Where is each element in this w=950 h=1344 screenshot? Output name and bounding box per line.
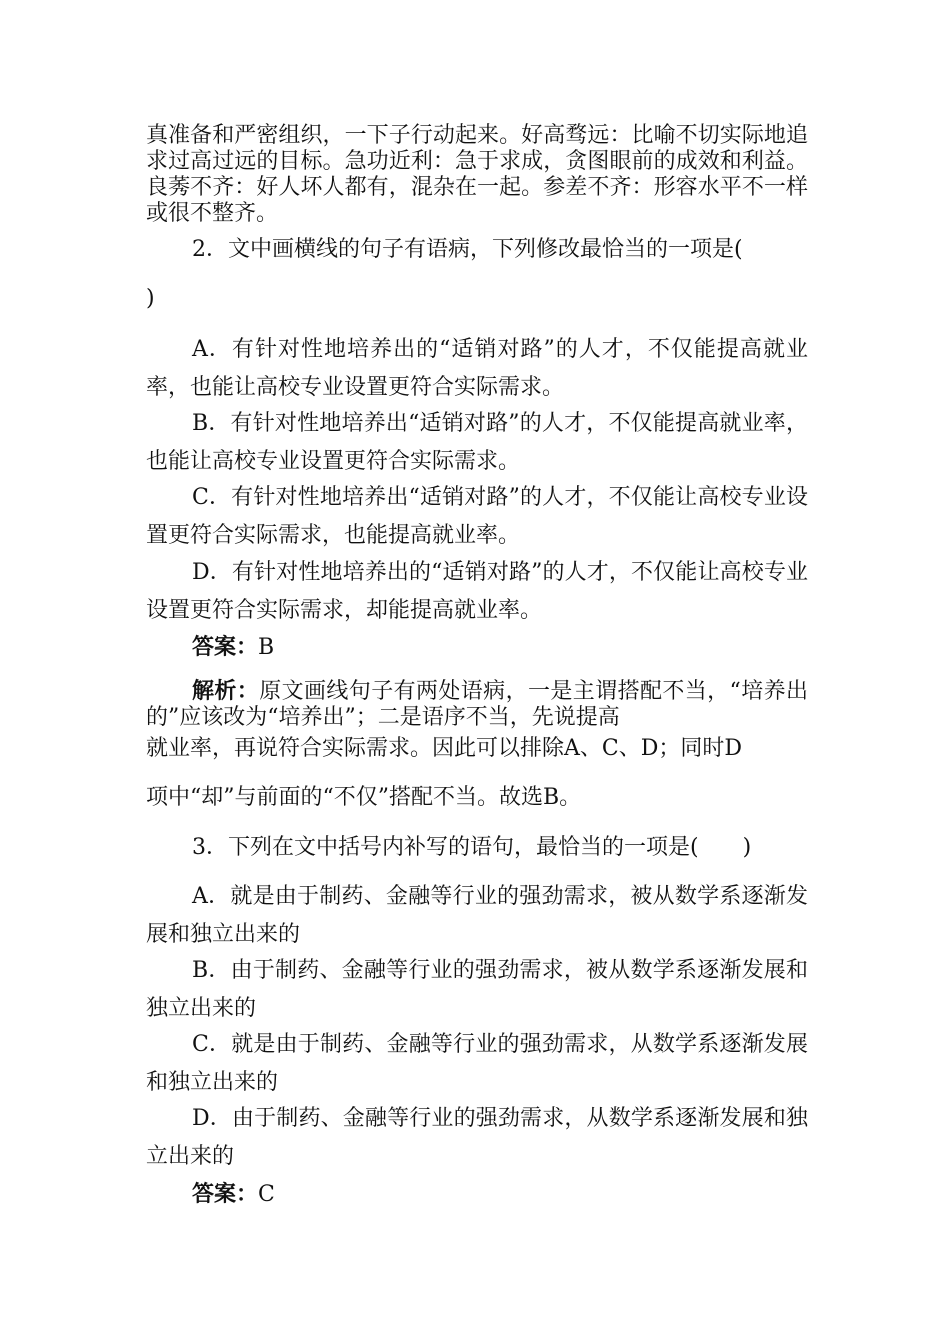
q2-answer-label: 答案： (192, 634, 259, 660)
q2-analysis-line3: 项中“却”与前面的“不仅”搭配不当。故选B。 (146, 785, 582, 810)
q2-option-d: D．有针对性地培养出的“适销对路”的人才，不仅能让高校专业设置更符合实际需求，却能提高就业率。 (146, 560, 808, 623)
q2-option-a: A．有针对性地培养出的“适销对路”的人才，不仅能提高就业率，也能让高校专业设置更符合实际需求。 (146, 337, 808, 400)
q3-option-a: A．就是由于制药、金融等行业的强劲需求，被从数学系逐渐发展和独立出来的 (146, 884, 808, 947)
q2-analysis-line1: 原文画线句子有两处语病，一是主谓搭配不当，“培养出的”应该改为“培养出”；二是语序不当，先说提高 (146, 679, 808, 730)
q3-answer-label: 答案： (192, 1181, 259, 1207)
q2-answer (146, 628, 808, 667)
q2-stem: 2．文中画横线的句子有语病，下列修改最恰当的一项是( (192, 237, 743, 262)
intro-paragraph: 真准备和严密组织，一下子行动起来。好高骛远：比喻不切实际地追求过高过远的目标。急功近利：急于求成，贪图眼前的成效和利益。良莠不齐：好人坏人都有，混杂在一起。参差不齐：形容水平不一样或很不整齐。 (146, 123, 808, 226)
q2-option-c: C．有针对性地培养出“适销对路”的人才，不仅能让高校专业设置更符合实际需求，也能提高就业率。 (146, 485, 808, 548)
q2-analysis-line2: 就业率，再说符合实际需求。因此可以排除A、C、D；同时D (146, 736, 742, 761)
q2-option-b: B．有针对性地培养出“适销对路”的人才，不仅能提高就业率，也能让高校专业设置更符合实际需求。 (146, 411, 808, 474)
q2-analysis (146, 678, 808, 731)
q3-answer (146, 1175, 808, 1214)
q3-option-c: C．就是由于制药、金融等行业的强劲需求，从数学系逐渐发展和独立出来的 (146, 1032, 808, 1095)
q2-analysis-label: 解析： (192, 678, 260, 704)
q3-answer-value: C (258, 1182, 275, 1207)
q2-answer-value: B (258, 635, 275, 660)
q3-stem: 3．下列在文中括号内补写的语句，最恰当的一项是( ) (192, 835, 752, 860)
q3-option-b: B．由于制药、金融等行业的强劲需求，被从数学系逐渐发展和独立出来的 (146, 958, 808, 1021)
q2-stem-close: ) (146, 286, 155, 311)
q3-option-d: D．由于制药、金融等行业的强劲需求，从数学系逐渐发展和独立出来的 (146, 1106, 808, 1169)
